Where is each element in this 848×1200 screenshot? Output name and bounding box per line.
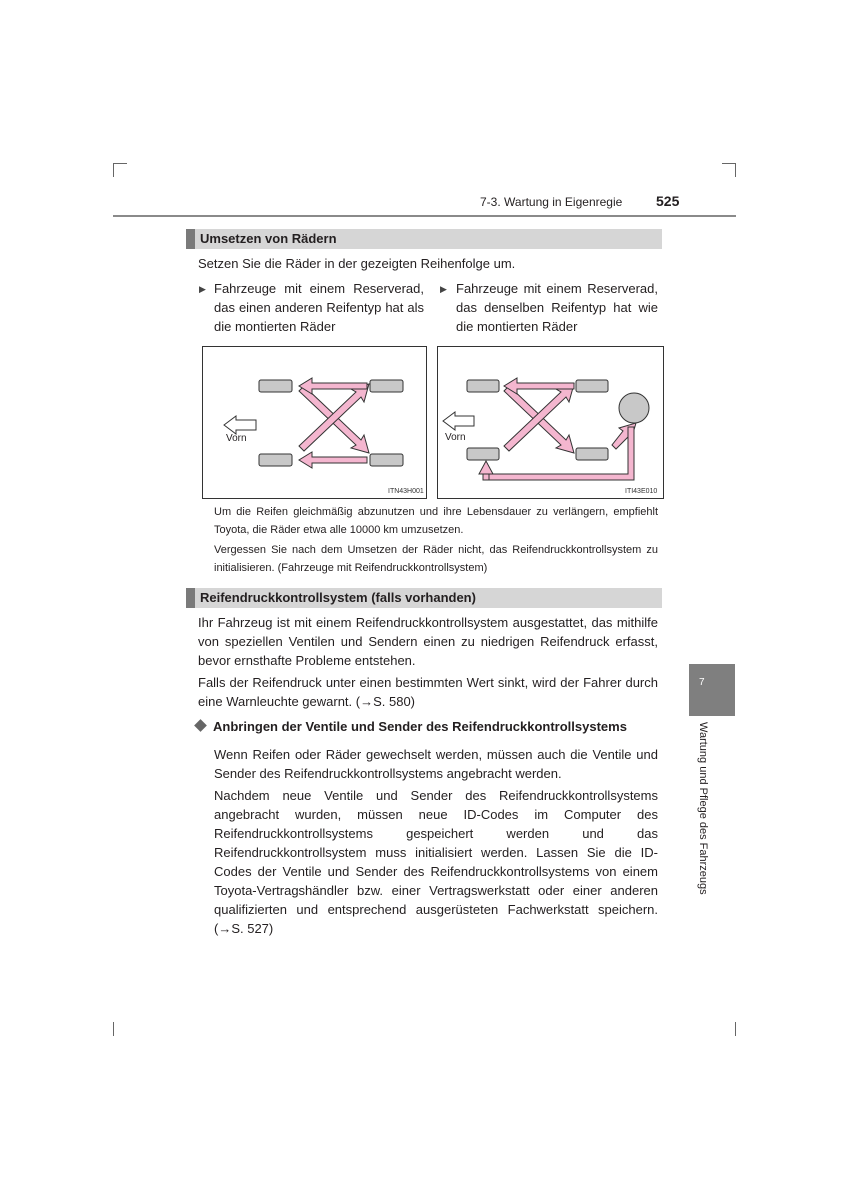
header-section-title: 7-3. Wartung in Eigenregie <box>480 195 623 209</box>
tire-front-right <box>259 454 292 466</box>
tire-rear-right <box>370 454 403 466</box>
tire-front-right <box>467 448 499 460</box>
bullet-left-text: Fahrzeuge mit einem Reserverad, das einen anderen Reifentyp hat als die montierten Räder <box>214 281 424 334</box>
rotation-diagram-right <box>438 347 663 498</box>
tire-front-left <box>467 380 499 392</box>
bullet-right-text: Fahrzeuge mit einem Reserverad, das denselben Reifentyp hat wie die montierten Räder <box>456 281 658 334</box>
front-direction-arrow-icon <box>224 416 256 434</box>
subheading-text: Anbringen der Ventile und Sender des Reifendruckkontrollsystems <box>213 719 627 734</box>
arrow-loop-up-to-front <box>479 461 493 474</box>
tpms-paragraph-1: Ihr Fahrzeug ist mit einem Reifendruckkontrollsystem ausgestattet, das mithilfe von speziellen Ventilen und Sendern einen zu niedrigen Reifendruck erfasst, bevor ernsthafte Probleme entstehen. <box>198 615 658 668</box>
tpms-paragraph-3: Wenn Reifen oder Räder gewechselt werden, müssen auch die Ventile und Sender des Reifendruckkontrollsystems angebracht werden. <box>214 747 658 781</box>
front-label: Vorn <box>445 432 466 443</box>
page-number: 525 <box>656 193 680 209</box>
crop-mark-top-left-h <box>113 163 127 164</box>
header-rule <box>113 215 736 217</box>
bullet-marker-right: ▶ <box>440 284 447 294</box>
chapter-tab-title: Wartung und Pflege des Fahrzeugs <box>697 722 709 895</box>
subheading-valves-transmitters <box>196 719 627 734</box>
crop-mark-bottom-right <box>735 1022 736 1036</box>
figure-code-left: ITN43H001 <box>388 488 424 495</box>
figure-code-right: ITI43E010 <box>625 488 658 495</box>
tire-front-left <box>259 380 292 392</box>
tpms-paragraph-4: Nachdem neue Ventile und Sender des Reifendruckkontrollsystems angebracht wurden, müssen neue ID-Codes im Computer des Reifendruckkontrollsystems gespeichert werden und das Reifendruckkontrollsystem muss initialisiert werden. Lassen Sie die ID-Codes der Ventile und Sender des Reifendruckkontrollsystems von einem Toyota-Vertragshändler bzw. einer Vertragswerkstatt oder einer anderen qualifizierten und entsprechend ausgerüsteten Fachwerkstatt speichern. (→S. 527) <box>214 788 658 936</box>
chapter-tab <box>689 664 735 716</box>
section1-intro: Setzen Sie die Räder in der gezeigten Reihenfolge um. <box>198 256 516 271</box>
rotation-note-2: Vergessen Sie nach dem Umsetzen der Räder nicht, das Reifendruckkontrollsystem zu initialisieren. (Fahrzeuge mit Reifendruckkontrollsystem) <box>214 544 658 574</box>
crop-mark-bottom-left <box>113 1022 114 1036</box>
rotation-note-1: Um die Reifen gleichmäßig abzunutzen und ihre Lebensdauer zu verlängern, empfiehlt Toyota, die Räder etwa alle 10000 km umzusetzen. <box>214 506 658 536</box>
crop-mark-top-right-h <box>722 163 736 164</box>
front-direction-arrow-icon <box>443 412 474 430</box>
figure-rotation-different-spare <box>202 346 427 499</box>
tpms-paragraph-2: Falls der Reifendruck unter einen bestimmten Wert sinkt, wird der Fahrer durch eine Warnleuchte gewarnt. (→S. 580) <box>198 675 658 709</box>
section-heading-wheel-rotation: Umsetzen von Rädern <box>186 229 662 249</box>
spare-tire-icon <box>619 393 649 423</box>
figure-rotation-same-spare <box>437 346 664 499</box>
section-heading-tpms: Reifendruckkontrollsystem (falls vorhanden) <box>186 588 662 608</box>
tire-rear-left <box>370 380 403 392</box>
bullet-marker-left: ▶ <box>199 284 206 294</box>
chapter-tab-number: 7 <box>699 677 705 688</box>
tire-rear-left <box>576 380 608 392</box>
crop-mark-top-right-v <box>735 163 736 177</box>
front-label: Vorn <box>226 433 247 444</box>
diamond-bullet-icon <box>194 719 207 732</box>
arrow-loop-shaft <box>483 474 489 480</box>
crop-mark-top-left-v <box>113 163 114 177</box>
tire-rear-right <box>576 448 608 460</box>
arrow-bottom-left <box>299 452 367 468</box>
rotation-diagram-left <box>203 347 426 498</box>
